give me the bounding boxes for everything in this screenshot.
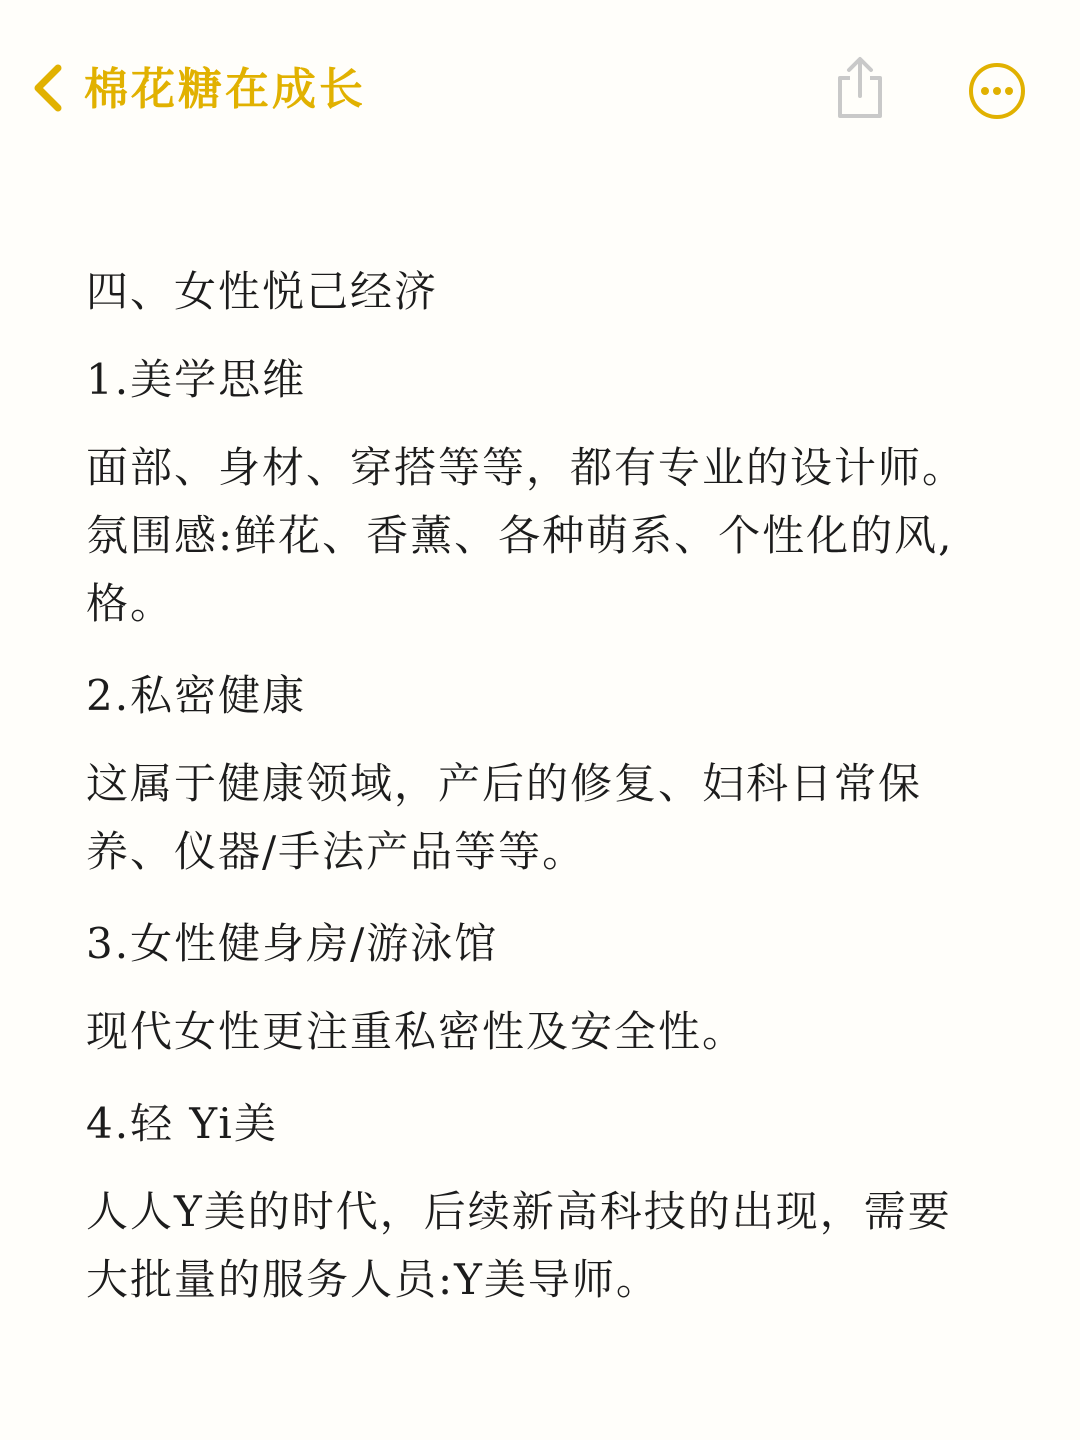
item-heading: 3.女性健身房/游泳馆	[86, 919, 499, 968]
chevron-left-icon	[26, 58, 70, 118]
item-heading: 4.轻 Yi美	[86, 1099, 278, 1148]
note-content	[86, 258, 986, 1338]
account-title[interactable]: 棉花糖在成长	[84, 64, 366, 115]
more-horizontal-icon	[966, 60, 1028, 122]
more-button[interactable]	[966, 60, 1028, 122]
item-heading: 2.私密健康	[86, 671, 307, 720]
share-button[interactable]	[832, 54, 888, 120]
item-body: 面部、身材、穿搭等等，都有专业的设计师。氛围感:鲜花、香薰、各种萌系、个性化的风,格。	[86, 443, 967, 628]
item-body: 现代女性更注重私密性及安全性。	[86, 1007, 747, 1056]
share-icon	[832, 54, 888, 120]
item-heading: 1.美学思维	[86, 355, 307, 404]
section-title: 四、女性悦己经济	[86, 267, 439, 316]
back-button[interactable]	[26, 58, 70, 118]
navigation-bar	[0, 0, 1080, 180]
item-body: 这属于健康领域，产后的修复、妇科日常保养、仪器/手法产品等等。	[86, 759, 923, 876]
item-body: 人人Y美的时代，后续新高科技的出现，需要大批量的服务人员:Y美导师。	[86, 1187, 952, 1304]
